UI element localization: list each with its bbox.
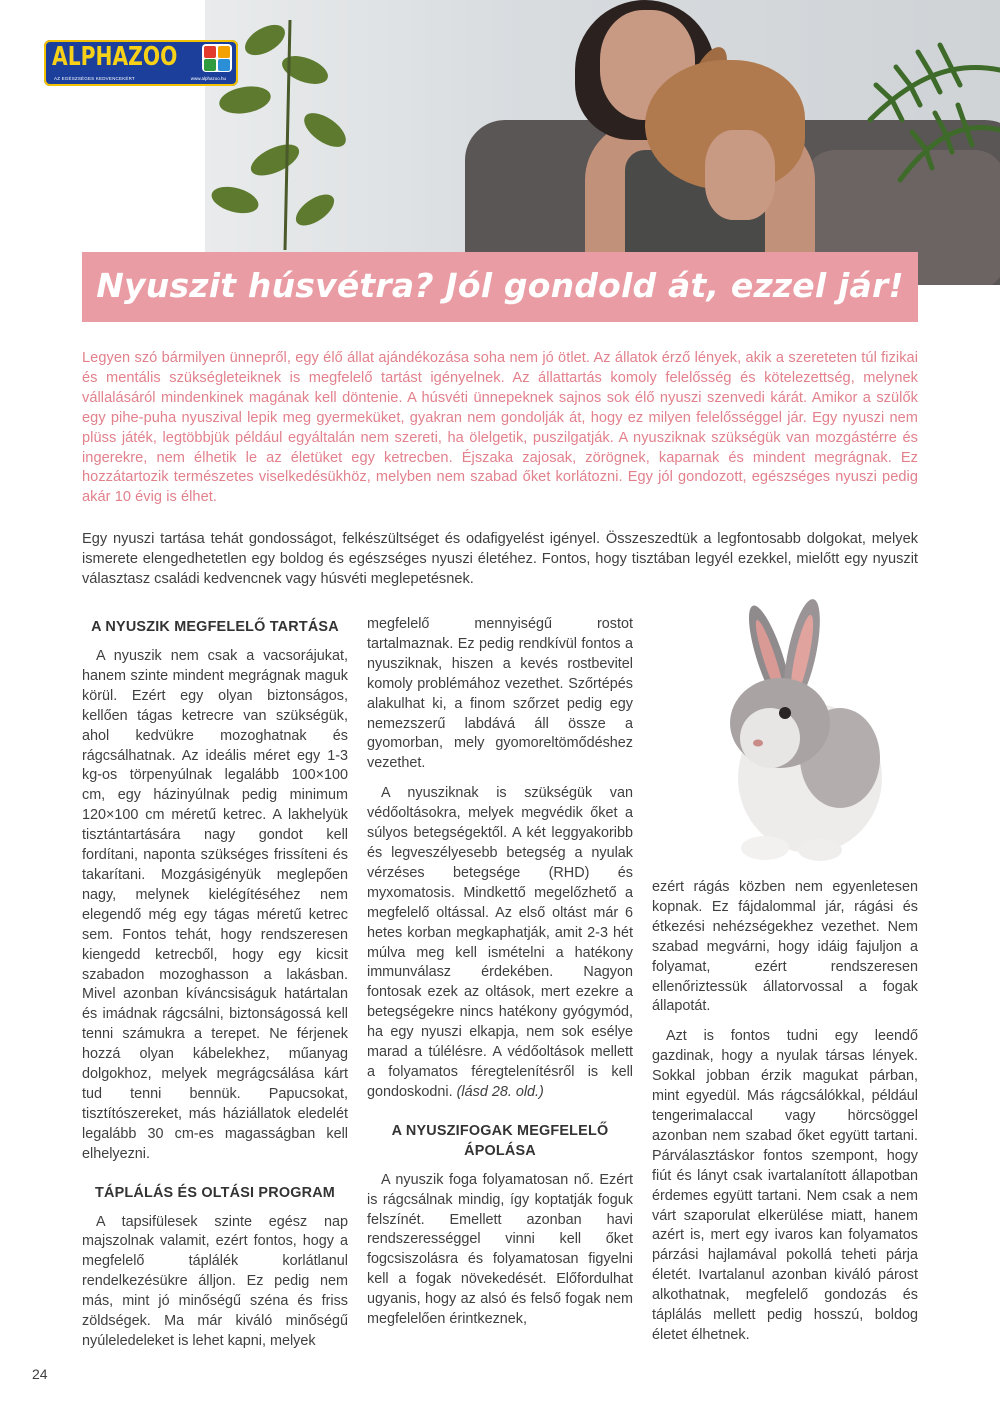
section-heading-feeding: TÁPLÁLÁS ÉS OLTÁSI PROGRAM	[95, 1184, 335, 1201]
housing-paragraph: A nyuszik nem csak a vacsorájukat, hanem szinte mindent megrágnak maguk körül. Ezért egy olyan biztonságos, kellően tágas ketrecre van szükségük, ahol kedvükre mozoghatnak és rágcsálhatnak. Az ideális méret egy 1-3 kg-os törpenyúlnak legalább 100×100 cm, egy házinyúlnak pedig minimum 120×100 cm méretű ketrec. A lakhelyük tisztántartására nagy gondot kell fordítani, naponta szükséges frissíteni és takarítani. Mozgásigényük meglepően nagy, melynek kielégítéséhez nem elegendő még egy tágas méretű ketrec sem. Fontos tehát, hogy rendszeresen kiengedd ketrecből, hogy egy kicsit szabadon mozoghasson a lakásban. Mivel azonban kíváncsiságuk határtalan és imádnak rágcsálni, biztonságossá kell tenni számukra a terepet. Ne férjenek hozzá olyan kábelekhez, műanyag dolgokhoz, melyek megrágcsálása kárt tud tenni bennük. Papucsokat, tisztítószereket, más háziállatok eledelét legalább 30 cm-es magasságban kell elhelyezni.	[82, 648, 348, 1162]
person-hand	[705, 130, 775, 220]
vaccination-paragraph	[367, 784, 633, 1103]
section-heading-housing: A NYUSZIK MEGFELELŐ TARTÁSA	[91, 619, 339, 635]
section-heading-teeth	[367, 1121, 633, 1161]
title-band	[82, 252, 918, 322]
logo-wordmark: ALPHAZOO	[52, 42, 178, 72]
column-3	[652, 878, 918, 1346]
column-2	[367, 615, 633, 1330]
logo-tagline: AZ EGÉSZSÉGES KEDVENCEKÉRT	[54, 76, 135, 81]
teeth-paragraph-start: A nyuszik foga folyamatosan nő. Ezért is rágcsálnak mindig, így koptatják foguk felszínét. Emellett azonban havi rendszerességgel vinni kell őket fogcsiszolásra és folyamatosan figyelni kell a fogak növekedését. Előfordulhat ugyanis, hogy az alsó és felső fogak nem megfelelően érintkeznek,	[367, 1171, 633, 1328]
teeth-heading-line2: ÁPOLÁSA	[464, 1142, 536, 1159]
page-number: 24	[32, 1366, 48, 1382]
page-reference: (lásd 28. old.)	[456, 1083, 544, 1100]
teeth-paragraph-continued: ezért rágás közben nem egyenletesen kopnak. Ez fájdalommal jár, rágási és étkezési nehézségekhez vezethet. Nem szabad megvárni, hogy idáig fajuljon a folyamat, ezért rendszeresen ellenőriztessük állatorvossal a fogak állapotát.	[652, 879, 918, 1015]
page-title: Nyuszit húsvétra? Jól gondold át, ezzel jár!	[96, 266, 904, 305]
plant-illustration	[205, 0, 385, 250]
feeding-paragraph-continued: megfelelő mennyiségű rostot tartalmaznak. Ez pedig rendkívül fontos a nyusziknak, hiszen a kevés rostbevitel komoly problémához vezethet. Szőrtépés alakulhat ki, a finom szőrzet pedig egy nemezszerű labdává áll össze a gyomorban, mely gyomoreltömődéshez vezethet.	[367, 616, 633, 772]
teeth-heading-line1: A NYUSZIFOGAK MEGFELELŐ	[391, 1122, 609, 1139]
feeding-paragraph-start: A tapsifülesek szinte egész nap majszolnak valamit, ezért fontos, hogy a megfelelő táplálék korlátlanul rendelkezésükre álljon. Ez pedig nem más, mint jó minőségű széna és friss zöldségek. Ma már kiváló minőségű nyúleledeleket is lehet kapni, melyek	[82, 1213, 348, 1349]
vaccination-text: A nyusziknak is szükségük van védőoltásokra, melyek megvédik őket a súlyos betegségektől. A két leggyakoribb és legveszélyesebb betegség a nyulak vérzéses betegsége (RHD) és myxomatosis. Mindkettő megelőzhető a megfelelő oltással. Az első oltást már 6 hetes korban megkaphatják, amit 2-3 hét múlva meg kell ismételni a hatékony immunválasz érdekében. Nagyon fontosak ezek az oltások, mert ezekre a betegségekre nincs hatékony gyógymód, ha egy nyuszi elkapja, nem sok esélye marad a túlélésre. A védőoltások mellett a folyamatos féregtelenítésről is kell gondoskodni.	[367, 785, 633, 1100]
fern-illustration	[800, 10, 1000, 210]
logo-animal-icons	[202, 44, 232, 72]
logo-url: www.alphazoo.hu	[190, 76, 226, 81]
lead-paragraph: Egy nyuszi tartása tehát gondosságot, felkészültséget és odafigyelést igényel. Összeszedtük a legfontosabb dolgokat, melyek ismerete elengedhetetlen egy boldog és egészséges nyuszi életéhez. Fontos, hogy tisztában legyél ezekkel, mielőtt egy nyuszit választasz családi kedvencnek vagy húsvéti meglepetésnek.	[82, 531, 918, 587]
intro-paragraph: Legyen szó bármilyen ünnepről, egy élő állat ajándékozása soha nem jó ötlet. Az állatok érző lények, akik a szereteten túl fizikai és mentális szükségleteiknek is megfelelő tartást igényelnek. Az állattartás komoly felelősség és kötelezettség, melynek vállalásáról mindenkinek magának kell döntenie. A húsvéti ünnepeknek sajnos sok élő nyuszi szenvedi kárát. Amikor a szülők egy pihe-puha nyuszival lepik meg gyermeküket, gyakran nem gondolják át, hogy ez milyen felelősséggel jár. Egy nyuszi nem plüss játék, legtöbbjük például egyáltalán nem szereti, ha ölelgetik, puszilgatják. A nyusziknak szükségük van mozgástérre és ingerekre, nem élhetik le az életüket egy ketrecben. Éjszaka zajosak, zörögnek, kaparnak és mindent megrágnak. Ez hozzátartozik természetes viselkedésükhöz, melyben nem szabad őket korlátozni. Egy jól gondozott, egészséges nyuszi pedig akár 10 évig is élhet.	[82, 350, 918, 506]
white-grey-rabbit-image	[690, 598, 900, 868]
column-1	[82, 617, 348, 1352]
hero-photo	[205, 0, 1000, 285]
companionship-paragraph: Azt is fontos tudni egy leendő gazdinak, hogy a nyulak társas lények. Sokkal jobban érzik magukat párban, mint egyedül. Más rágcsálókkal, például tengerimalaccal vagy hörcsöggel azonban nem szabad őket együtt tartani. Párválasztáskor fontos szempont, hogy fiút és lányt csak ivartalanított állapotban érdemes együtt tartani. Nem csak a nem várt szaporulat elkerülése miatt, hanem azért is, mert egy ivaros kan folyamatos párzási hajlamával pokollá teheti párja életét. Ivartalanul azonban kiváló párost alkothatnak, megfelelő gondozás és táplálás mellett pedig hosszú, boldog életet élhetnek.	[652, 1028, 918, 1343]
alphazoo-logo	[44, 40, 238, 86]
